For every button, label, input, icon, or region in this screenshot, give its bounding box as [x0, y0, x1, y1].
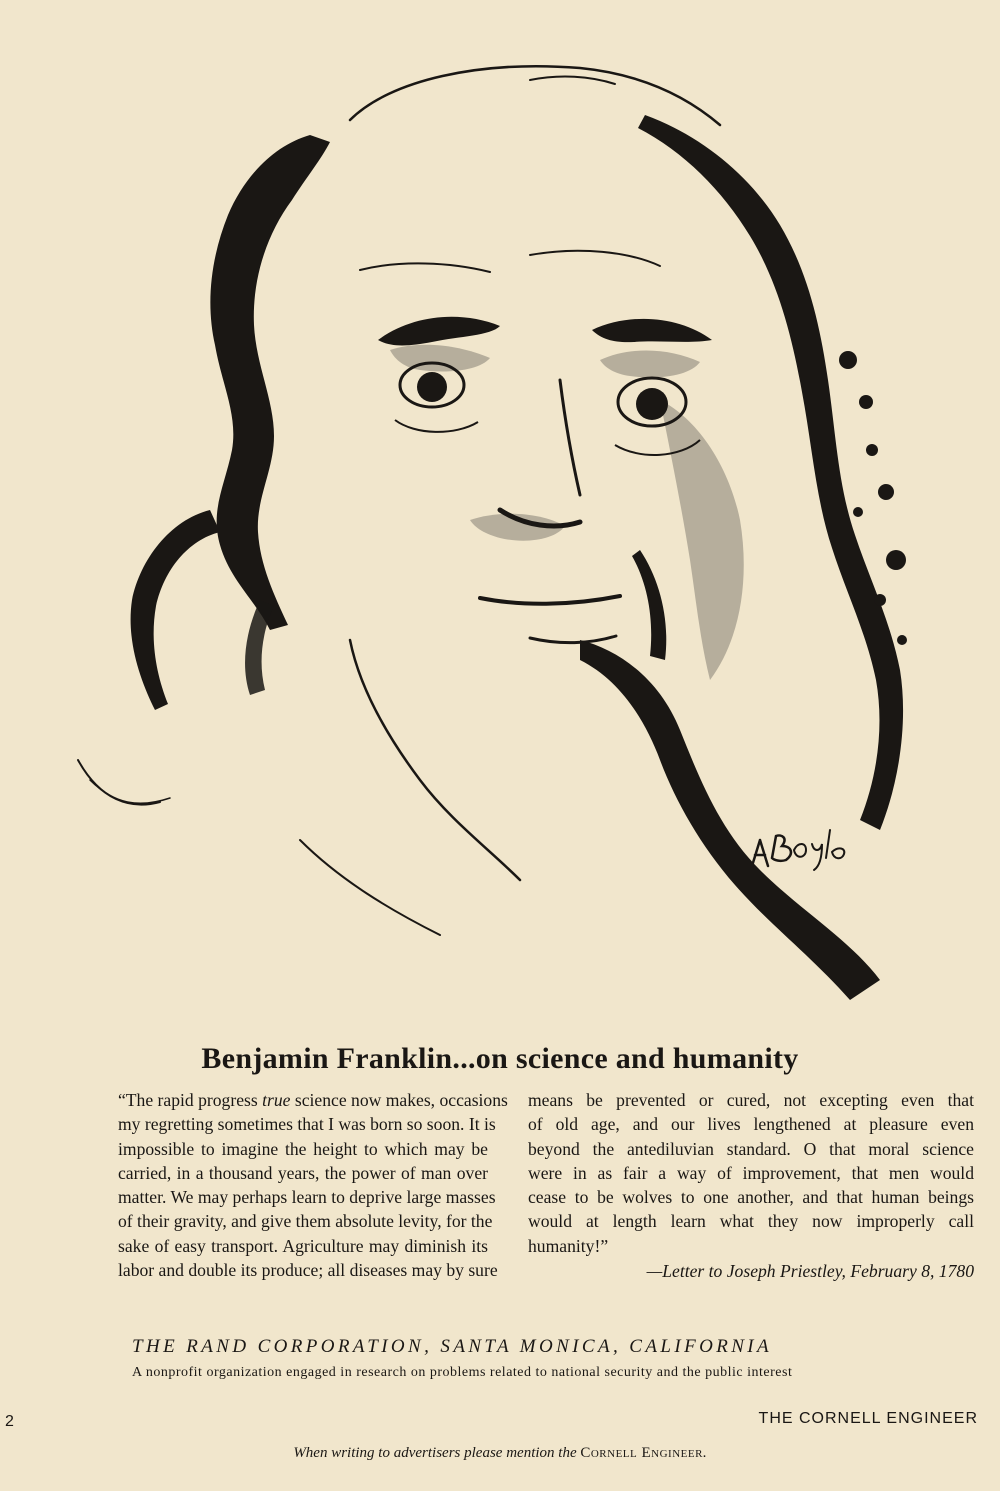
quote-column-left	[118, 1088, 508, 1282]
scalp-lines	[350, 66, 720, 272]
footer-publication: Cornell Engineer	[580, 1445, 703, 1461]
quote-line-2: my regretting sometimes that I was born so soon. It is	[118, 1114, 496, 1135]
publication-name: THE CORNELL ENGINEER	[758, 1410, 978, 1427]
eyes	[395, 363, 700, 455]
quote-line-15: humanity!”	[528, 1235, 609, 1256]
footer-suffix: .	[702, 1445, 707, 1461]
quote-line-12: were in as fair a way of improvement, that men would	[528, 1162, 974, 1183]
sponsor-name: THE RAND CORPORATION, SANTA MONICA, CALIFORNIA	[132, 1336, 773, 1357]
page-number: 2	[5, 1413, 14, 1430]
quote-line-6: of their gravity, and give them absolute levity, for the	[118, 1211, 493, 1232]
sponsor-tagline: A nonprofit organization engaged in research on problems related to national security and the public interest	[132, 1365, 793, 1380]
quote-line-11: beyond the antediluvian standard. O that moral science	[528, 1138, 974, 1159]
quote-line-9: means be prevented or cured, not excepting even that	[528, 1090, 974, 1110]
nose-mouth	[480, 380, 620, 643]
quote-line-7: sake of easy transport. Agriculture may diminish its	[118, 1235, 488, 1256]
quote-line-8: labor and double its produce; all diseases may by sure	[118, 1260, 498, 1281]
franklin-portrait	[60, 40, 940, 1030]
quote-line-3: impossible to imagine the height to which may be	[118, 1138, 488, 1159]
quote-attribution: —Letter to Joseph Priestley, February 8, 1780	[646, 1261, 974, 1282]
artist-signature	[752, 830, 844, 870]
quote-column-right	[528, 1088, 974, 1283]
emphasis-word: true	[262, 1090, 291, 1110]
hair-left	[131, 135, 330, 710]
footer-prefix: When writing to advertisers please mention the	[293, 1445, 577, 1461]
quote-line-4: carried, in a thousand years, the power of man over	[118, 1162, 488, 1183]
quote-line-10: of old age, and our lives lengthened at pleasure even	[528, 1114, 974, 1135]
brows	[378, 317, 712, 346]
quote-line-1: “The rapid progress true science now makes, occasions	[118, 1090, 508, 1110]
quote-line-5: matter. We may perhaps learn to deprive large masses	[118, 1187, 496, 1208]
quote-line-14: would at length learn what they now improperly call	[528, 1211, 974, 1232]
quote-line-13: cease to be wolves to one another, and that human beings	[528, 1187, 974, 1208]
advertiser-footer	[0, 1445, 1000, 1462]
headline: Benjamin Franklin...on science and humanity	[201, 1042, 799, 1075]
